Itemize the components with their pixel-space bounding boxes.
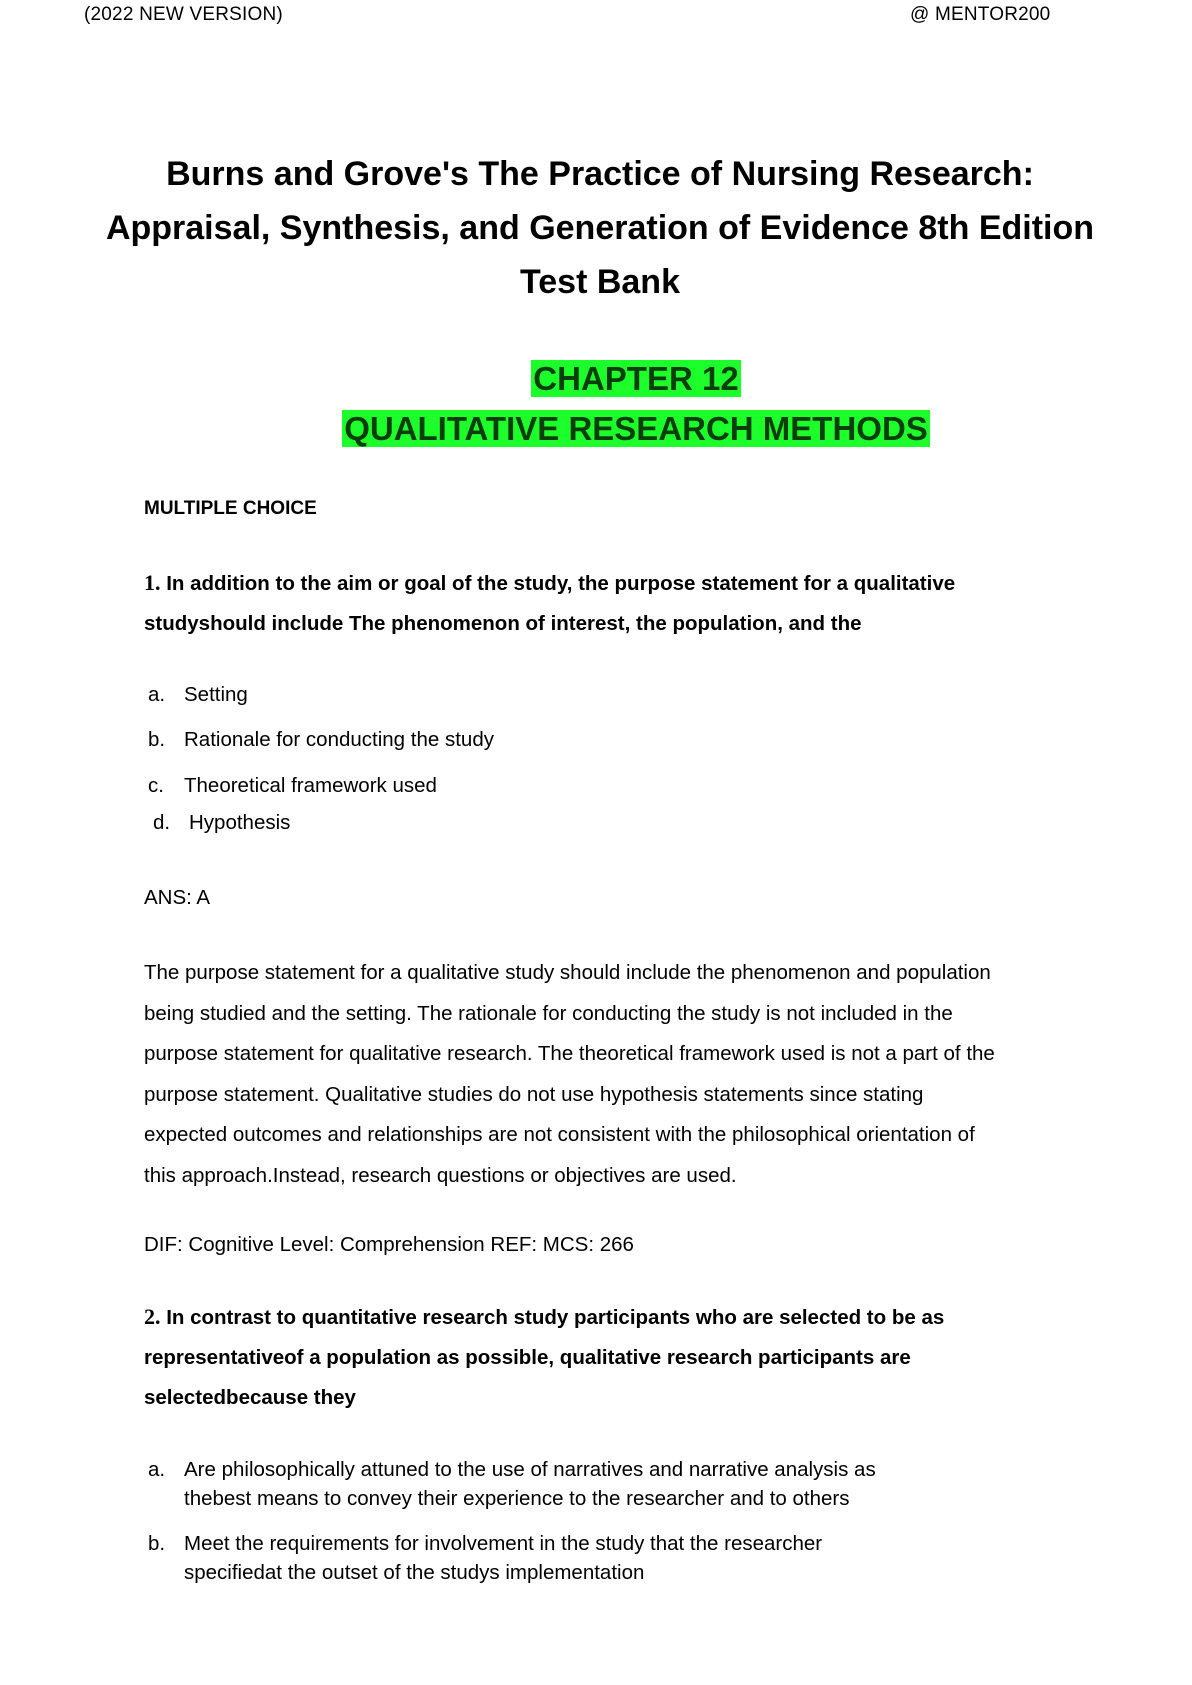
chapter-title-text: QUALITATIVE RESEARCH METHODS [344, 410, 928, 447]
option-letter: b. [148, 1532, 166, 1555]
chapter-number-text: CHAPTER 12 [533, 360, 739, 397]
title-line-3: Test Bank [520, 263, 680, 301]
question-2-text-1: In contrast to quantitative research study participants who are selected to be as [160, 1306, 945, 1329]
question-1-line-2: studyshould include The phenomenon of interest, the population, and the [144, 612, 862, 635]
option-letter: c. [148, 774, 164, 797]
rationale-line: being studied and the setting. The rationale for conducting the study is not included in the [144, 1001, 953, 1025]
question-1-text-1: In addition to the aim or goal of the study, the purpose statement for a qualitative [160, 572, 956, 595]
question-2-line-1 [144, 1297, 1044, 1338]
question-1-number: 1. [144, 570, 161, 595]
option-letter: a. [148, 683, 166, 706]
rationale-line: expected outcomes and relationships are not consistent with the philosophical orientation of [144, 1123, 975, 1146]
question-2 [144, 1297, 1044, 1418]
section-heading: MULTIPLE CHOICE [144, 498, 317, 519]
question-1-option-c [148, 771, 944, 800]
option-letter: d. [153, 811, 171, 834]
chapter-number [0, 355, 1192, 403]
header-version: (2022 NEW VERSION) [84, 4, 283, 25]
option-text: Setting [184, 683, 248, 706]
title-line-1: Burns and Grove's The Practice of Nursing Research: [166, 155, 1034, 193]
chapter-title [0, 405, 1192, 453]
question-2-line-3: selectedbecause they [144, 1386, 356, 1409]
option-text [184, 1455, 944, 1513]
question-2-option-b [148, 1529, 944, 1587]
option-letter: a. [148, 1458, 166, 1481]
rationale-line: this approach.Instead, research questions or objectives are used. [144, 1163, 737, 1187]
option-text-line-2: specifiedat the outset of the studys implementation [184, 1561, 645, 1584]
option-text-line-1: Are philosophically attuned to the use of narratives and narrative analysis as [184, 1458, 876, 1481]
option-text [184, 1529, 944, 1587]
question-1-rationale [144, 953, 1089, 1196]
option-text: Rationale for conducting the study [184, 728, 494, 751]
question-1-option-d [153, 808, 949, 837]
question-1 [144, 563, 1044, 644]
option-text-line-1: Meet the requirements for involvement in the study that the researcher [184, 1532, 823, 1555]
option-text-line-2: thebest means to convey their experience to the researcher and to others [184, 1487, 850, 1510]
option-text: Theoretical framework used [184, 774, 437, 797]
question-2-number: 2. [144, 1304, 161, 1329]
header-author: @ MENTOR200 [910, 4, 1051, 25]
question-1-option-a [148, 680, 944, 709]
document-title [60, 147, 1140, 309]
question-1-option-b [148, 725, 944, 754]
rationale-line: purpose statement. Qualitative studies do not use hypothesis statements since stating [144, 1082, 924, 1106]
question-1-answer: ANS: A [144, 886, 211, 909]
question-1-line-1 [144, 563, 1044, 604]
option-text: Hypothesis [189, 811, 291, 834]
question-2-option-a [148, 1455, 944, 1513]
rationale-line: purpose statement for qualitative research. The theoretical framework used is not a part of the [144, 1042, 995, 1065]
rationale-line: The purpose statement for a qualitative study should include the phenomenon and population [144, 961, 991, 984]
title-line-2: Appraisal, Synthesis, and Generation of Evidence 8th Edition [105, 209, 1095, 247]
question-1-difficulty: DIF: Cognitive Level: Comprehension REF: MCS: 266 [144, 1233, 634, 1256]
question-2-line-2: representativeof a population as possible, qualitative research participants are [144, 1346, 911, 1369]
option-letter: b. [148, 728, 166, 751]
